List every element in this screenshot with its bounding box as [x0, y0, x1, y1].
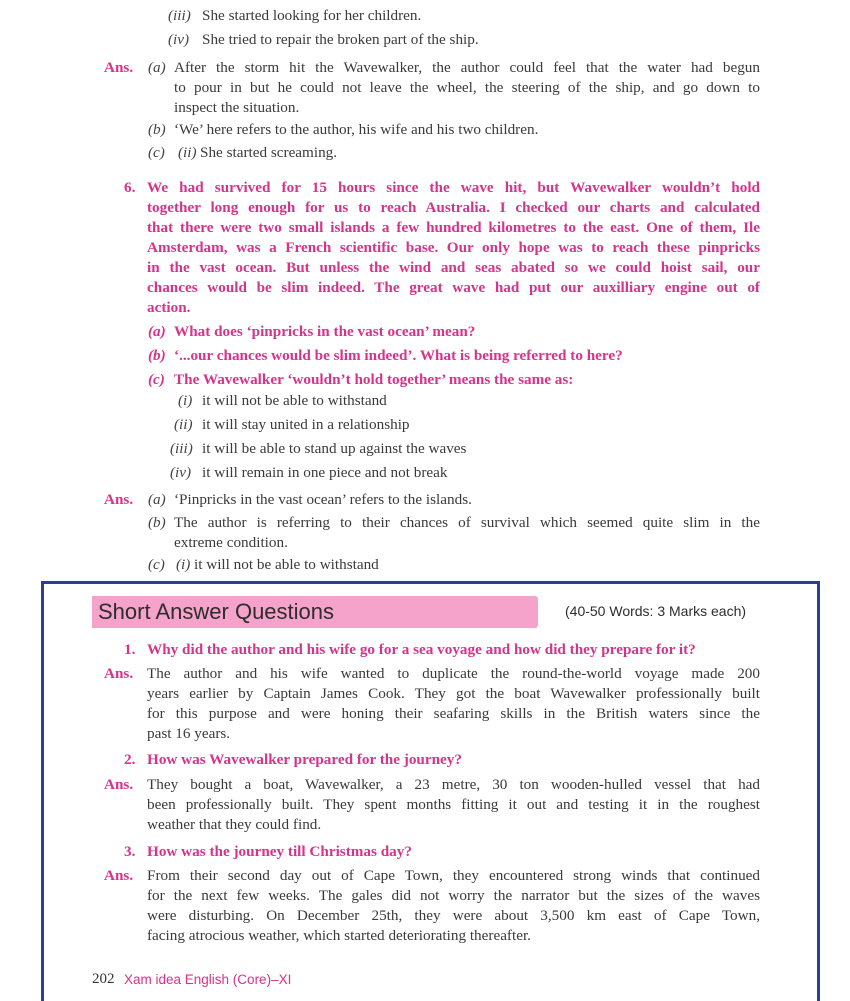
- answer-label: Ans.: [104, 867, 134, 884]
- answer-part-number: (a): [148, 59, 166, 76]
- option-number: (ii): [174, 416, 193, 433]
- option-number: (iii): [168, 7, 191, 24]
- question-text: Why did the author and his wife go for a sea voyage and how did they prepare for it?: [147, 641, 696, 658]
- sub-question-text: What does ‘pinpricks in the vast ocean’ mean?: [174, 323, 476, 340]
- answer-part-number: (b): [148, 121, 166, 138]
- answer-line: facing atrocious weather, which started deteriorating thereafter.: [147, 927, 531, 944]
- answer-line: The author is referring to their chances of survival which seemed quite slim in the: [174, 514, 760, 531]
- option-text: it will stay united in a relationship: [202, 416, 410, 433]
- answer-line: for this purpose and were honing their seafaring skills in the British waters since the: [147, 705, 760, 722]
- answer-option-number: (ii): [178, 144, 197, 161]
- question-line: in the vast ocean. But unless the wind and seas abated so we could hoist sail, our: [147, 259, 760, 276]
- sub-question-text: ‘...our chances would be slim indeed’. What is being referred to here?: [174, 347, 623, 364]
- option-text: it will not be able to withstand: [202, 392, 387, 409]
- answer-label: Ans.: [104, 491, 134, 508]
- answer-option-number: (i): [176, 556, 191, 573]
- answer-label: Ans.: [104, 776, 134, 793]
- sub-question-number: (b): [148, 347, 166, 364]
- option-text: She started looking for her children.: [202, 7, 422, 24]
- answer-label: Ans.: [104, 665, 134, 682]
- question-line: action.: [147, 299, 191, 316]
- answer-line: to pour in but he could not leave the wheel, the steering of the ship, and go down to: [174, 79, 760, 96]
- answer-text: it will not be able to withstand: [194, 556, 379, 573]
- answer-line: been professionally built. They spent months fitting it out and testing it in the roughest: [147, 796, 760, 813]
- question-number: 2.: [124, 751, 136, 768]
- option-number: (iv): [170, 464, 192, 481]
- question-text: How was Wavewalker prepared for the journey?: [147, 751, 462, 768]
- question-line: together long enough for us to reach Australia. I checked our charts and calculated: [147, 199, 760, 216]
- answer-line: were disturbing. On December 25th, they were about 3,500 km east of Cape Town,: [147, 907, 760, 924]
- question-number: 6.: [124, 179, 136, 196]
- sub-question-text: The Wavewalker ‘wouldn’t hold together’ means the same as:: [174, 371, 574, 388]
- answer-text: ‘We’ here refers to the author, his wife and his two children.: [174, 121, 539, 138]
- answer-line: The author and his wife wanted to duplicate the round-the-world voyage made 200: [147, 665, 760, 682]
- option-number: (iv): [168, 31, 190, 48]
- sub-question-number: (c): [148, 371, 165, 388]
- page-number: 202: [92, 971, 115, 987]
- answer-line: They bought a boat, Wavewalker, a 23 metre, 30 ton wooden-hulled vessel that had: [147, 776, 760, 793]
- answer-label: Ans.: [104, 59, 134, 76]
- answer-part-number: (b): [148, 514, 166, 531]
- option-text: She tried to repair the broken part of the ship.: [202, 31, 479, 48]
- question-number: 1.: [124, 641, 136, 658]
- answer-line: After the storm hit the Wavewalker, the author could feel that the water had begun: [174, 59, 760, 76]
- answer-line: From their second day out of Cape Town, they encountered strong winds that continued: [147, 867, 760, 884]
- option-text: it will be able to stand up against the waves: [202, 440, 467, 457]
- question-line: chances would be slim indeed. The great wave had put our auxilliary engine out of: [147, 279, 760, 296]
- question-text: How was the journey till Christmas day?: [147, 843, 412, 860]
- answer-text: ‘Pinpricks in the vast ocean’ refers to the islands.: [174, 491, 472, 508]
- answer-line: past 16 years.: [147, 725, 231, 742]
- answer-line: weather that they could find.: [147, 816, 322, 833]
- option-number: (iii): [170, 440, 193, 457]
- answer-line: for the next few weeks. The gales did not worry the narrator but the sizes of the waves: [147, 887, 760, 904]
- question-number: 3.: [124, 843, 136, 860]
- answer-line: extreme condition.: [174, 534, 288, 551]
- answer-part-number: (c): [148, 556, 165, 573]
- answer-line: inspect the situation.: [174, 99, 300, 116]
- answer-text: She started screaming.: [200, 144, 338, 161]
- option-number: (i): [178, 392, 193, 409]
- answer-line: years earlier by Captain James Cook. They got the boat Wavewalker professionally built: [147, 685, 760, 702]
- question-line: We had survived for 15 hours since the wave hit, but Wavewalker wouldn’t hold: [147, 179, 760, 196]
- answer-part-number: (a): [148, 491, 166, 508]
- section-title: Short Answer Questions: [92, 596, 538, 628]
- option-text: it will remain in one piece and not break: [202, 464, 448, 481]
- question-line: that there were two small islands a few hundred kilometres to the east. One of them, Ile: [147, 219, 760, 236]
- section-marks: (40-50 Words: 3 Marks each): [565, 603, 747, 619]
- book-title: Xam idea English (Core)–XI: [124, 972, 292, 987]
- question-line: Amsterdam, was a French scientific base. Our only hope was to reach these pinpricks: [147, 239, 760, 256]
- answer-part-number: (c): [148, 144, 165, 161]
- sub-question-number: (a): [148, 323, 166, 340]
